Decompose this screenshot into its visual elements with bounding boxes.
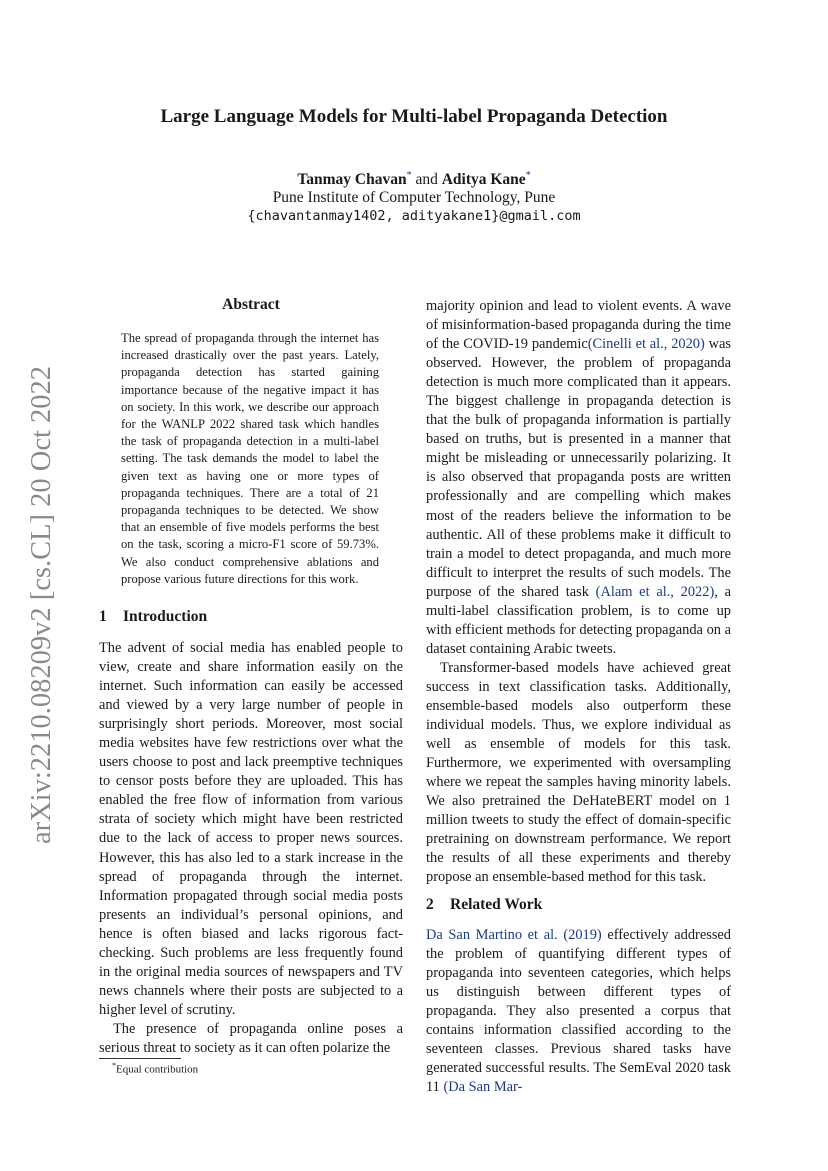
arxiv-identifier-sidebar [18,360,66,850]
abstract-heading: Abstract [222,296,280,313]
text-run: effectively addressed the problem of quantifying different types of propaganda into seventeen categories, which helps us distinguish between different types of propaganda. They also presented a corpus that contains information classified according to the seventeen classes. Previous shared tasks have generated successful results. The SemEval 2020 task 11 [426,927,731,1096]
citation-link[interactable]: Da San Martino et al. (2019) [426,927,602,943]
footnote [112,1061,198,1076]
intro-paragraph: The advent of social media has enabled people to view, create and share information easily on the internet. Such information can easily be accessed and viewed by a very large number of people in surprisingly short periods. Moreover, most social media websites have few restrictions over what the users choose to post and lack preemptive techniques to censor posts before they are uploaded. This has enabled the free flow of information from various strata of society which might have been restricted due to the lack of access to proper news sources. However, this has also led to a stark increase in the spread of propaganda through the internet. Information propagated through social media posts presents an individual’s personal opinions, and hence is often biased and lacks rigorous fact-checking. Such problems are less frequently found in the original media sources of newspapers and TV news channels where their posts are subjected to a higher level of scrutiny. [99,640,403,1018]
author-name: Tanmay Chavan [297,171,407,189]
intro-paragraph-continued [426,297,731,659]
equal-contribution-mark[interactable]: * [525,170,531,181]
arxiv-id: arXiv:2210.08209v2 [cs.CL] 20 Oct 2022 [26,365,57,845]
related-paragraph [426,926,731,1097]
section-heading-introduction [99,608,207,626]
section-number: 1 [99,608,107,625]
citation-link[interactable]: (Da San Mar- [443,1079,523,1096]
introduction-left-column [99,639,403,1058]
section-title: Introduction [123,608,208,625]
footnote-text: Equal contribution [116,1063,199,1076]
author-name: Aditya Kane [441,171,526,189]
footnote-mark: * [112,1061,116,1070]
intro-paragraph: Transformer-based models have achieved great success in text classification tasks. Additionally, ensemble-based models also outperform these individual models. Thus, we explore individual as well as ensemble of models for this task. Furthermore, we experimented with oversampling where we repeat the samples having minority labels. We also pretrained the DeHateBERT model on 1 million tweets to study the effect of domain-specific pretraining on downstream performance. We report the results of all these experiments and thereby propose an ensemble-based method for this task. [426,659,731,886]
section-number: 2 [426,896,434,913]
equal-contribution-mark[interactable]: * [406,170,412,181]
text-run: majority opinion and lead to violent events. A wave of misinformation-based propaganda during the time of the COVID-19 pandemic [426,298,731,353]
text-run: was observed. However, the problem of propaganda detection is much more complicated than it appears. The biggest challenge in propaganda detection is that the bulk of propaganda information is partially based on truths, but is presented in a manner that might be misleading or unnecessarily polarizing. It is also observed that propaganda posts are written professionally and are compelling which makes most of the readers believe the information to be authentic. All of these problems make it difficult to train a model to detect propaganda, and much more difficult to interpret the results of such models. The purpose of the shared task [426,336,731,600]
related-work-body [426,926,731,1097]
citation-link[interactable]: (Alam et al., 2022) [595,583,715,600]
section-heading-related-work [426,896,542,914]
intro-paragraph: The presence of propaganda online poses a serious threat to society as it can often polarize the [99,1020,403,1056]
affiliation: Pune Institute of Computer Technology, Pune [272,189,556,206]
section-title: Related Work [450,896,543,913]
citation-link[interactable]: (Cinelli et al., 2020) [587,336,705,353]
footnote-rule [99,1058,181,1059]
abstract-body [121,330,379,588]
text-run: , a multi-label classification problem, is to come up with efficient methods for detecting propaganda on a dataset containing Arabic tweets. [426,583,731,657]
abstract-text: The spread of propaganda through the internet has increased drastically over the past years. Lately, propaganda detection has started gaining importance because of the negative impact it has on society. In this work, we describe our approach for the WANLP 2022 shared task which handles the task of propaganda detection in a multi-label setting. The task demands the model to label the given text as having one or more types of propaganda techniques. There are a total of 21 propaganda techniques to be detected. We show that an ensemble of five models performs the best on the task, scoring a micro-F1 score of 59.73%. We also conduct comprehensive ablations and propose various future directions for this work. [121,331,379,586]
paper-title: Large Language Models for Multi-label Propaganda Detection [160,106,668,127]
introduction-right-column [426,297,731,887]
author-line [0,170,828,189]
author-connector: and [415,171,438,189]
author-emails: {chavantanmay1402, adityakane1}@gmail.com [247,208,581,224]
